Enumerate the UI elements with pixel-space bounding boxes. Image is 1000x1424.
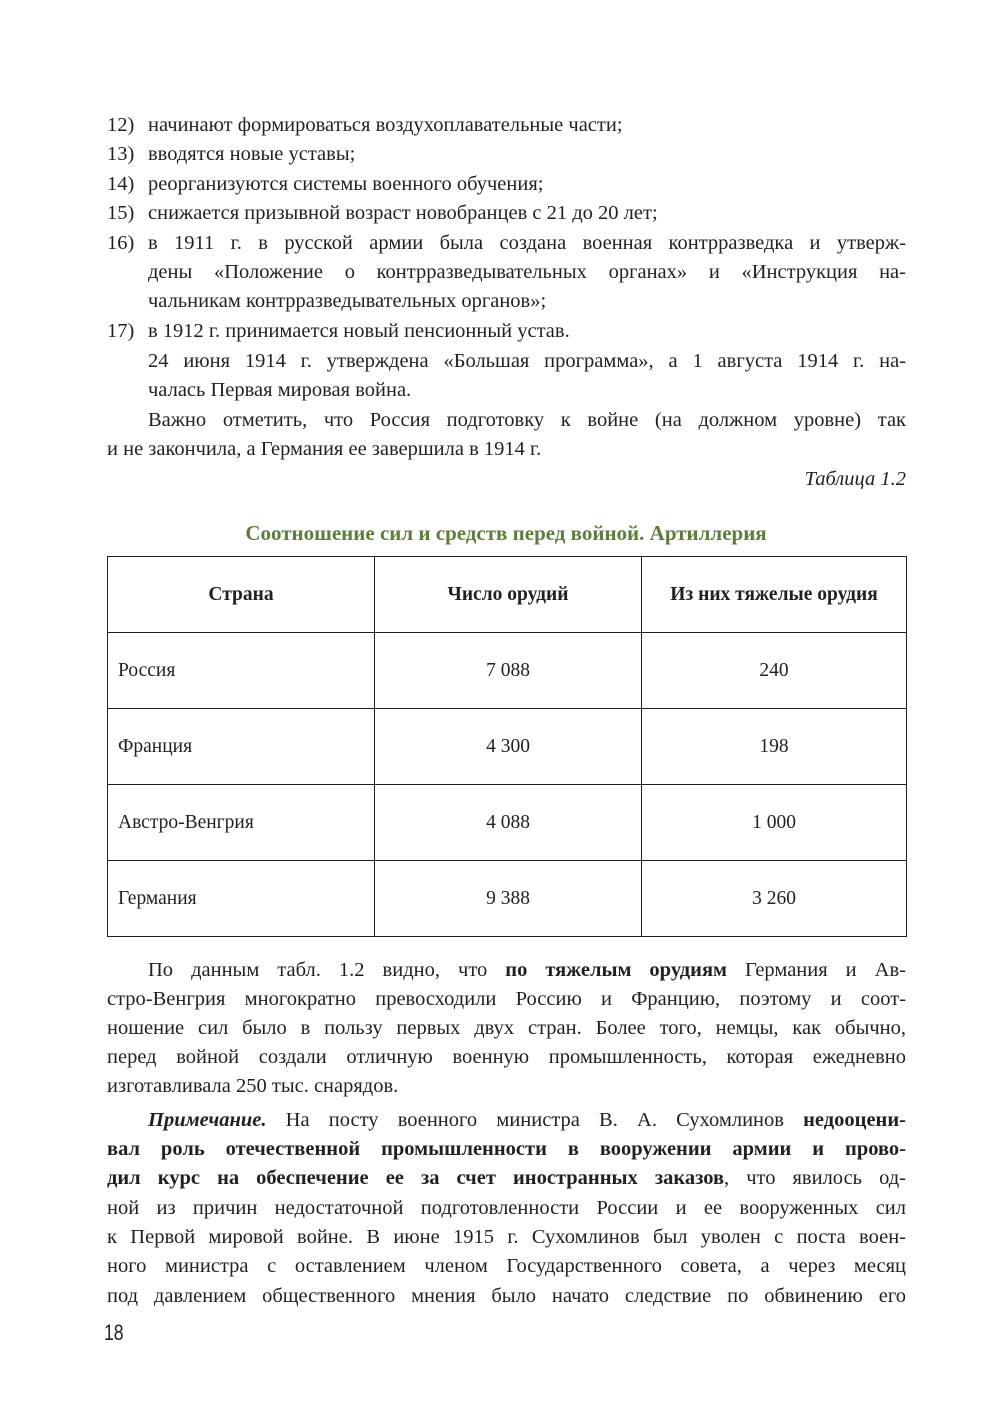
column-header: Из них тяжелые орудия xyxy=(642,557,907,633)
list-number: 12) xyxy=(107,114,135,136)
paragraph-line: 24 июня 1914 г. утверждена «Большая программа», а 1 августа 1914 г. на- xyxy=(148,350,906,372)
guns-cell: 4 300 xyxy=(375,709,642,785)
text: По данным табл. 1.2 видно, что xyxy=(148,959,506,981)
page-number: 18 xyxy=(104,1320,124,1345)
guns-cell: 4 088 xyxy=(375,785,642,861)
table-row xyxy=(108,709,907,785)
bold-text: дил курс на обеспечение ее за счет иностранных заказов xyxy=(107,1167,725,1189)
table-title: Соотношение сил и средств перед войной. Артиллерия xyxy=(245,521,767,545)
column-header: Страна xyxy=(108,557,375,633)
heavy-guns-cell: 240 xyxy=(642,633,907,709)
guns-cell: 9 388 xyxy=(375,861,642,937)
list-item: в 1912 г. принимается новый пенсионный устав. xyxy=(148,320,570,342)
bold-text: вал роль отечественной промышленности в вооружении армии и прово- xyxy=(107,1138,906,1160)
bold-text: по тяжелым орудиям xyxy=(505,959,728,981)
text: Германия и Ав- xyxy=(727,959,906,981)
paragraph-line xyxy=(148,955,906,985)
table-row xyxy=(108,861,907,937)
heavy-guns-cell: 3 260 xyxy=(642,861,907,937)
bold-text: недооцени- xyxy=(803,1109,906,1131)
list-number: 15) xyxy=(107,202,135,224)
list-number: 14) xyxy=(107,173,135,195)
list-item: снижается призывной возраст новобранцев с 21 до 20 лет; xyxy=(148,202,658,224)
paragraph-line: изготавливала 250 тыс. снарядов. xyxy=(107,1075,399,1097)
note-line: ного министра с оставлением членом Государственного совета, а через месяц xyxy=(107,1255,906,1277)
list-item-line: чальникам контрразведывательных органов»; xyxy=(148,290,547,312)
note-label: Примечание. xyxy=(148,1109,267,1131)
paragraph-line: перед войной создали отличную военную промышленность, которая ежедневно xyxy=(107,1046,906,1068)
text: , что явилось од- xyxy=(724,1167,906,1189)
note-line: ной из причин недостаточной подготовленности России и ее вооруженных сил xyxy=(107,1197,906,1219)
list-number: 16) xyxy=(107,232,135,254)
list-item-line: дены «Положение о контрразведывательных органах» и «Инструкция на- xyxy=(148,261,906,283)
list-item: начинают формироваться воздухоплавательные части; xyxy=(148,114,623,136)
column-header: Число орудий xyxy=(375,557,642,633)
list-number: 13) xyxy=(107,143,135,165)
country-cell: Австро-Венгрия xyxy=(108,785,375,861)
paragraph-line: чалась Первая мировая война. xyxy=(148,379,412,401)
paragraph-line: Важно отметить, что Россия подготовку к войне (на должном уровне) так xyxy=(148,409,906,431)
note-line xyxy=(107,1163,906,1193)
table-row xyxy=(108,633,907,709)
note-line: под давлением общественного мнения было начато следствие по обвинению его xyxy=(107,1285,906,1307)
paragraph-line: стро-Венгрия многократно превосходили Россию и Францию, поэтому и соот- xyxy=(107,988,906,1010)
heavy-guns-cell: 1 000 xyxy=(642,785,907,861)
table-row xyxy=(108,785,907,861)
paragraph-line: ношение сил было в пользу первых двух стран. Более того, немцы, как обычно, xyxy=(107,1017,906,1039)
country-cell: Россия xyxy=(108,633,375,709)
heavy-guns-cell: 198 xyxy=(642,709,907,785)
note-line xyxy=(148,1105,906,1135)
table-header-row xyxy=(108,557,907,633)
note-line xyxy=(107,1134,906,1164)
list-item: реорганизуются системы военного обучения; xyxy=(148,173,544,195)
country-cell: Германия xyxy=(108,861,375,937)
note-line: к Первой мировой войне. В июне 1915 г. Сухомлинов был уволен с поста воен- xyxy=(107,1226,906,1248)
list-item-line: в 1911 г. в русской армии была создана военная контрразведка и утверж- xyxy=(148,232,906,254)
text: На посту военного министра В. А. Сухомлинов xyxy=(266,1109,804,1131)
paragraph-line: и не закончила, а Германия ее завершила в 1914 г. xyxy=(107,438,542,460)
guns-cell: 7 088 xyxy=(375,633,642,709)
artillery-table xyxy=(107,556,907,937)
list-number: 17) xyxy=(107,320,135,342)
country-cell: Франция xyxy=(108,709,375,785)
table-label: Таблица 1.2 xyxy=(804,468,906,490)
list-item: вводятся новые уставы; xyxy=(148,143,356,165)
